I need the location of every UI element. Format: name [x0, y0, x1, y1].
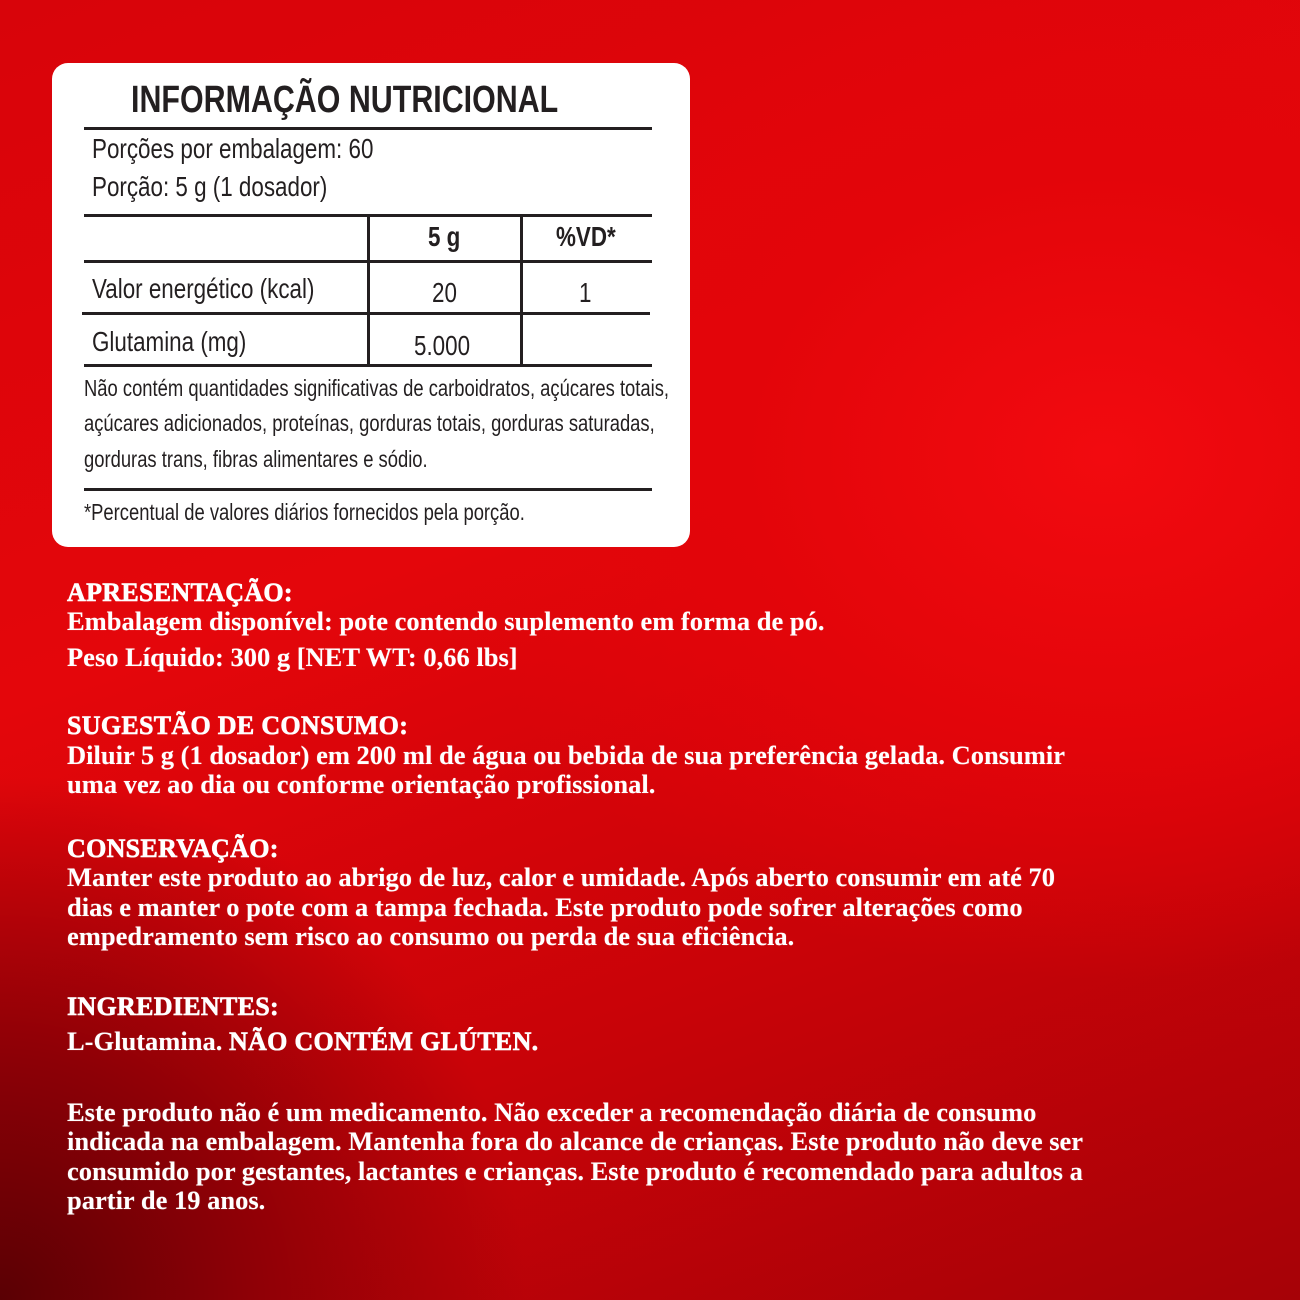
row-dv: 1 — [579, 277, 592, 308]
sugestao-line: Diluir 5 g (1 dosador) em 200 ml de água ou bebida de sua preferência gelada. Consumir — [67, 740, 1065, 770]
apresentacao-line: Peso Líquido: 300 g [NET WT: 0,66 lbs] — [67, 642, 518, 672]
row-amount: 5.000 — [414, 330, 471, 361]
divider — [84, 488, 652, 491]
note-line: gorduras trans, fibras alimentares e sódio. — [84, 446, 428, 472]
column-header-dv: %VD* — [556, 221, 616, 252]
ingredients-text: L-Glutamina. — [67, 1026, 223, 1056]
section-heading-conservacao: CONSERVAÇÃO: — [67, 834, 279, 863]
conservacao-line: dias e manter o pote com a tampa fechada. Este produto pode sofrer alterações como — [67, 892, 1023, 922]
note-line: Não contém quantidades significativas de carboidratos, açúcares totais, — [84, 375, 670, 401]
row-label: Glutamina (mg) — [92, 326, 247, 357]
divider — [82, 312, 650, 315]
nutrition-title: INFORMAÇÃO NUTRICIONAL — [131, 79, 559, 121]
note-line: açúcares adicionados, proteínas, gorduras totais, gorduras saturadas, — [84, 410, 655, 436]
warning-line: Este produto não é um medicamento. Não exceder a recomendação diária de consumo — [67, 1097, 1037, 1127]
servings-per-package: Porções por embalagem: 60 — [92, 133, 374, 164]
row-amount: 20 — [432, 277, 457, 308]
divider — [84, 260, 652, 263]
divider — [84, 127, 652, 130]
column-header-amount: 5 g — [428, 221, 461, 252]
row-label: Valor energético (kcal) — [92, 273, 315, 304]
sugestao-line: uma vez ao dia ou conforme orientação profissional. — [67, 769, 656, 799]
conservacao-line: empedramento sem risco ao consumo ou perda de sua eficiência. — [67, 921, 795, 951]
column-divider — [367, 215, 370, 365]
conservacao-line: Manter este produto ao abrigo de luz, calor e umidade. Após aberto consumir em até 70 — [67, 862, 1056, 892]
column-divider — [520, 215, 523, 365]
section-heading-sugestao: SUGESTÃO DE CONSUMO: — [67, 711, 409, 740]
apresentacao-line: Embalagem disponível: pote contendo suplemento em forma de pó. — [67, 606, 825, 636]
ingredientes-line — [67, 1027, 538, 1057]
warning-line: indicada na embalagem. Mantenha fora do alcance de crianças. Este produto não deve ser — [67, 1126, 1084, 1156]
warning-line: partir de 19 anos. — [67, 1185, 266, 1215]
nutrition-facts-card — [52, 63, 690, 547]
section-heading-apresentacao: APRESENTAÇÃO: — [67, 578, 293, 607]
footnote: *Percentual de valores diários fornecidos pela porção. — [84, 499, 525, 525]
serving-size: Porção: 5 g (1 dosador) — [92, 171, 328, 202]
divider — [84, 364, 652, 367]
section-heading-ingredientes: INGREDIENTES: — [67, 992, 279, 1021]
warning-line: consumido por gestantes, lactantes e crianças. Este produto é recomendado para adultos a — [67, 1156, 1083, 1186]
gluten-warning: NÃO CONTÉM GLÚTEN. — [228, 1027, 539, 1056]
